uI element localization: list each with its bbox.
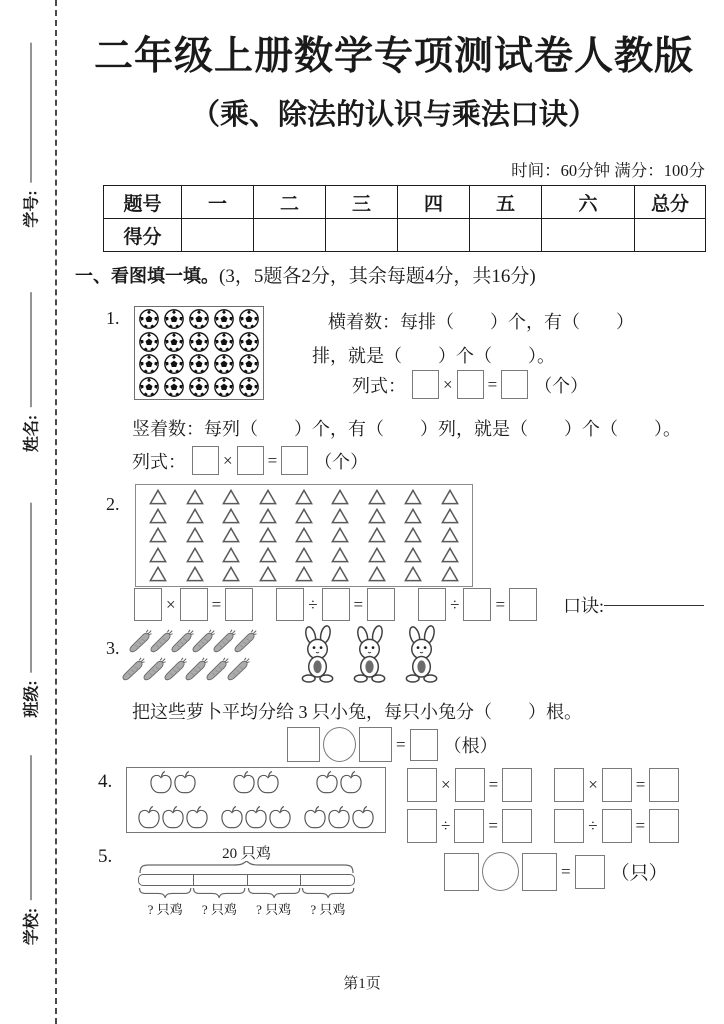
section1-note: (3，5题各2分，其余每题4分，共16分)	[219, 266, 536, 287]
answer-box[interactable]	[554, 809, 584, 843]
soccer-ball-icon	[239, 332, 259, 352]
times-sign: ×	[588, 775, 598, 794]
triangle-icon	[186, 527, 204, 543]
answer-box[interactable]	[554, 768, 584, 802]
score-cell[interactable]	[326, 219, 398, 252]
apple-icon	[255, 770, 281, 795]
q2-number: 2.	[106, 494, 120, 514]
triangle-icon	[259, 489, 277, 505]
soccer-ball-icon	[214, 377, 234, 397]
soccer-ball-icon	[139, 377, 159, 397]
section1-heading	[75, 261, 536, 288]
q5-total-label: 20 只鸡	[222, 846, 271, 862]
margin-field-school	[19, 755, 42, 945]
carrot-icon	[233, 626, 257, 656]
triangle-icon	[259, 508, 277, 524]
class-blank[interactable]	[29, 502, 31, 672]
times-sign: ×	[441, 775, 451, 794]
formula-label: 列式：	[132, 451, 186, 472]
brace-up-icon	[138, 861, 355, 873]
col-q4: 四	[398, 186, 470, 219]
answer-box[interactable]	[502, 809, 532, 843]
page-title: 二年级上册数学专项测试卷人教版	[93, 35, 694, 78]
apple-icon	[314, 770, 340, 795]
triangle-icon	[222, 566, 240, 582]
score-table-score-row	[104, 219, 706, 252]
seal-dashed-line	[55, 0, 57, 1024]
part-count-label: ? 只鸡	[147, 902, 183, 917]
q1-horizontal-formula	[352, 370, 588, 399]
soccer-ball-icon	[139, 332, 159, 352]
triangle-icon	[295, 508, 313, 524]
q3-text: 把这些萝卜平均分给 3 只小兔，每只小兔分（ ）根。	[132, 702, 582, 722]
answer-box[interactable]	[412, 370, 439, 399]
page-subtitle: （乘、除法的认识与乘法口诀）	[190, 99, 597, 131]
answer-box[interactable]	[509, 588, 537, 621]
q5-part-labels	[138, 899, 355, 918]
margin-field-class	[19, 502, 42, 717]
apple-icon	[302, 805, 328, 830]
student-number-blank[interactable]	[29, 42, 31, 182]
soccer-ball-icon	[214, 309, 234, 329]
soccer-ball-icon	[239, 354, 259, 374]
col-q5: 五	[470, 186, 542, 219]
soccer-ball-icon	[189, 332, 209, 352]
soccer-ball-icon	[164, 377, 184, 397]
q4-apple-box	[126, 767, 386, 833]
soccer-ball-icon	[164, 332, 184, 352]
answer-box[interactable]	[410, 729, 438, 761]
triangle-icon	[368, 547, 386, 563]
q3-carrot-row-2	[121, 654, 247, 684]
equals-sign: =	[561, 861, 571, 881]
divide-sign: ÷	[308, 594, 318, 614]
divide-sign: ÷	[441, 816, 451, 835]
triangle-icon	[331, 508, 349, 524]
apple-icon	[267, 805, 293, 830]
score-table	[103, 185, 706, 252]
apple-icon	[172, 770, 198, 795]
triangle-icon	[404, 508, 422, 524]
margin-field-student-number	[19, 42, 42, 227]
triangle-icon	[222, 527, 240, 543]
answer-box[interactable]	[237, 446, 264, 475]
q4-division-1	[407, 809, 532, 843]
triangle-icon	[295, 527, 313, 543]
apple-icon	[136, 805, 162, 830]
col-question-number: 题号	[104, 186, 182, 219]
triangle-icon	[259, 527, 277, 543]
triangle-icon	[222, 547, 240, 563]
answer-box[interactable]	[276, 588, 304, 621]
triangle-icon	[186, 489, 204, 505]
score-cell[interactable]	[182, 219, 254, 252]
triangle-icon	[404, 547, 422, 563]
apple-icon	[243, 805, 269, 830]
answer-box[interactable]	[522, 853, 557, 891]
triangle-icon	[404, 489, 422, 505]
soccer-ball-icon	[164, 309, 184, 329]
unit-label: （个）	[314, 451, 369, 472]
col-q1: 一	[182, 186, 254, 219]
brace-down-icon	[301, 888, 355, 898]
triangle-icon	[331, 489, 349, 505]
q5-bar-diagram	[138, 874, 355, 886]
equals-sign: =	[353, 594, 364, 614]
answer-box[interactable]	[367, 588, 395, 621]
apple-group	[137, 770, 209, 830]
part-count-label: ? 只鸡	[201, 902, 237, 917]
triangle-icon	[331, 527, 349, 543]
brace-down-icon	[247, 888, 301, 898]
student-number-label: 学号:	[23, 190, 41, 228]
apple-icon	[219, 805, 245, 830]
score-cell[interactable]	[398, 219, 470, 252]
answer-box[interactable]	[322, 588, 350, 621]
mnemonic-blank[interactable]	[604, 604, 704, 606]
answer-box[interactable]	[287, 727, 320, 762]
answer-box[interactable]	[454, 809, 484, 843]
triangle-icon	[186, 566, 204, 582]
name-blank[interactable]	[29, 292, 31, 407]
equals-sign: =	[488, 816, 498, 835]
answer-box[interactable]	[502, 768, 532, 802]
triangle-icon	[149, 508, 167, 524]
q1-soccer-ball-grid	[134, 306, 264, 400]
mnemonic-label: 口诀:	[563, 595, 605, 616]
soccer-ball-icon	[189, 354, 209, 374]
formula-label: 列式：	[352, 375, 406, 396]
triangle-icon	[222, 508, 240, 524]
q1-line2: 排，就是（ ）个（ ）。	[312, 346, 555, 366]
triangle-icon	[295, 547, 313, 563]
q4-division-2	[554, 809, 679, 843]
q3-number: 3.	[106, 638, 120, 658]
soccer-ball-icon	[239, 377, 259, 397]
q4-multiplication-2	[554, 768, 679, 802]
q1-number: 1.	[106, 308, 120, 328]
answer-box[interactable]	[444, 853, 479, 891]
triangle-icon	[441, 547, 459, 563]
apple-icon	[148, 770, 174, 795]
q3-equation	[287, 727, 498, 762]
brace-down-icon	[138, 888, 192, 898]
apple-icon	[350, 805, 376, 830]
rabbit-icon	[400, 624, 445, 686]
score-row-label: 得分	[104, 219, 182, 252]
triangle-icon	[259, 547, 277, 563]
triangle-icon	[368, 566, 386, 582]
name-label: 姓名:	[23, 414, 41, 453]
divide-sign: ÷	[588, 816, 598, 835]
answer-box[interactable]	[134, 588, 162, 621]
divide-sign: ÷	[450, 594, 460, 614]
triangle-icon	[441, 566, 459, 582]
col-q3: 三	[326, 186, 398, 219]
page-number: 第1页	[343, 976, 381, 992]
equals-sign: =	[396, 734, 406, 754]
apple-icon	[184, 805, 210, 830]
triangle-icon	[368, 489, 386, 505]
equals-sign: =	[488, 775, 499, 794]
answer-box[interactable]	[407, 768, 437, 802]
equals-sign: =	[267, 450, 278, 470]
apple-group	[303, 770, 375, 830]
answer-box[interactable]	[407, 809, 437, 843]
answer-box[interactable]	[418, 588, 446, 621]
rabbit-icon	[296, 624, 341, 686]
answer-box[interactable]	[457, 370, 484, 399]
triangle-icon	[368, 527, 386, 543]
bar-tick	[300, 875, 301, 885]
class-label: 班级:	[23, 680, 41, 718]
triangle-icon	[149, 547, 167, 563]
answer-box[interactable]	[501, 370, 528, 399]
q3-carrot-row-1	[128, 626, 254, 656]
bar-tick	[247, 875, 248, 885]
answer-box[interactable]	[649, 768, 679, 802]
triangle-icon	[295, 489, 313, 505]
apple-icon	[231, 770, 257, 795]
q4-number: 4.	[98, 771, 113, 792]
answer-box[interactable]	[649, 809, 679, 843]
triangle-icon	[186, 508, 204, 524]
carrot-icon	[226, 654, 250, 684]
apple-icon	[338, 770, 364, 795]
time-score-meta: 时间：60分钟 满分：100分	[511, 161, 705, 180]
answer-box[interactable]	[225, 588, 253, 621]
apple-icon	[160, 805, 186, 830]
operator-circle[interactable]	[482, 852, 519, 891]
part-count-label: ? 只鸡	[310, 902, 346, 917]
col-q6: 六	[542, 186, 635, 219]
triangle-icon	[331, 547, 349, 563]
brace-down-icon	[192, 888, 246, 898]
q4-multiplication-1	[407, 768, 532, 802]
answer-box[interactable]	[192, 446, 219, 475]
apple-icon	[326, 805, 352, 830]
part-count-label: ? 只鸡	[256, 902, 292, 917]
equals-sign: =	[495, 594, 506, 614]
triangle-icon	[295, 566, 313, 582]
col-q2: 二	[254, 186, 326, 219]
answer-box[interactable]	[359, 727, 392, 762]
score-table-header-row	[104, 186, 706, 219]
apple-group	[220, 770, 292, 830]
triangle-icon	[404, 566, 422, 582]
score-cell[interactable]	[254, 219, 326, 252]
triangle-icon	[186, 547, 204, 563]
q5-number: 5.	[98, 846, 113, 867]
soccer-ball-icon	[239, 309, 259, 329]
unit-label: （根）	[443, 735, 498, 756]
equals-sign: =	[211, 594, 222, 614]
times-sign: ×	[166, 594, 176, 614]
triangle-icon	[149, 489, 167, 505]
equals-sign: =	[635, 775, 646, 794]
q1-vertical-formula	[132, 446, 368, 475]
score-cell[interactable]	[542, 219, 635, 252]
triangle-icon	[404, 527, 422, 543]
score-cell[interactable]	[470, 219, 542, 252]
equals-sign: =	[487, 374, 498, 394]
q5-part-braces	[138, 888, 355, 898]
col-total: 总分	[635, 186, 706, 219]
answer-box[interactable]	[575, 855, 605, 889]
unit-label: （只）	[610, 863, 668, 884]
soccer-ball-icon	[189, 377, 209, 397]
soccer-ball-icon	[214, 332, 234, 352]
school-label: 学校:	[23, 907, 41, 946]
equals-sign: =	[635, 816, 646, 835]
triangle-icon	[441, 508, 459, 524]
times-sign: ×	[443, 374, 453, 394]
answer-box[interactable]	[180, 588, 208, 621]
times-sign: ×	[223, 450, 233, 470]
answer-box[interactable]	[281, 446, 308, 475]
q1-line4: 竖着数：每列（ ）个，有（ ）列，就是（ ）个（ ）。	[132, 419, 681, 439]
triangle-icon	[441, 489, 459, 505]
soccer-ball-icon	[139, 354, 159, 374]
answer-box[interactable]	[602, 768, 632, 802]
q2-equations-row	[134, 588, 704, 621]
answer-box[interactable]	[602, 809, 632, 843]
soccer-ball-icon	[214, 354, 234, 374]
triangle-icon	[222, 489, 240, 505]
section1-title: 一、看图填一填。	[75, 266, 219, 286]
q4-equation-grid	[407, 768, 679, 843]
q5-equation	[444, 852, 668, 891]
school-blank[interactable]	[29, 755, 31, 900]
triangle-icon	[259, 566, 277, 582]
soccer-ball-icon	[139, 309, 159, 329]
bar-tick	[193, 875, 194, 885]
triangle-icon	[149, 527, 167, 543]
rabbit-icon	[348, 624, 393, 686]
triangle-icon	[149, 566, 167, 582]
margin-field-name	[19, 292, 42, 452]
unit-label: （个）	[534, 375, 589, 396]
soccer-ball-icon	[189, 309, 209, 329]
q3-rabbit-row	[296, 624, 445, 686]
answer-box[interactable]	[455, 768, 485, 802]
triangle-icon	[441, 527, 459, 543]
soccer-ball-icon	[164, 354, 184, 374]
score-cell[interactable]	[635, 219, 706, 252]
triangle-icon	[331, 566, 349, 582]
q2-triangle-grid	[135, 484, 473, 587]
q1-line1: 横着数：每排（ ）个，有（ ）	[328, 312, 634, 332]
operator-circle[interactable]	[323, 727, 356, 762]
answer-box[interactable]	[463, 588, 491, 621]
triangle-icon	[368, 508, 386, 524]
